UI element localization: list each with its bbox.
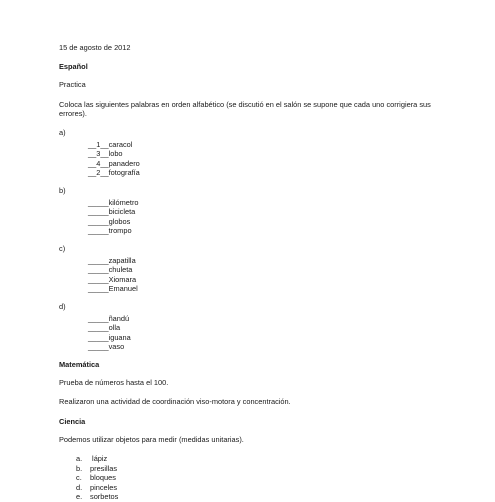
document-body [59,43,439,502]
list-item [88,168,439,177]
list-marker: e. [76,492,83,502]
answer-blank: _____ [88,323,109,333]
list-item [88,140,439,149]
math-line-1: Prueba de números hasta el 100. [59,378,169,388]
list-item-text: bloques [90,473,116,483]
answer-blank: _____ [88,265,109,275]
answer-blank: _____ [88,225,109,235]
list-item-text: presillas [90,463,118,473]
answer-blank: _____ [88,207,109,217]
answer-blank: __2__ [88,167,109,177]
word: panadero [108,158,140,168]
word: iguana [108,332,131,342]
word-list [88,198,439,235]
list-item [88,226,439,235]
word: trompo [108,225,132,235]
answer-blank: __3__ [88,149,109,159]
math-line-2: Realizaron una actividad de coordinación viso-motora y concentración. [59,397,291,407]
document-date: 15 de agosto de 2012 [59,43,131,52]
list-item [88,207,439,216]
list-item-text: sorbetos [90,492,119,502]
word-list [88,256,439,293]
word: ñandú [108,314,130,324]
word: globos [108,216,131,226]
subject-heading-ciencia: Ciencia [59,416,86,426]
section-letter: c) [59,244,66,254]
list-item [88,333,439,342]
word: bicicleta [108,207,136,217]
list-item [88,217,439,226]
list-item [76,483,439,492]
list-item [88,265,439,274]
answer-blank: _____ [88,314,109,324]
list-item [88,198,439,207]
instruction-text: Coloca las siguientes palabras en orden alfabético (se discutió en el salón se supone que cada uno corrigiera sus errores). [59,99,431,118]
list-item [76,464,439,473]
list-item [88,323,439,332]
word: Emanuel [108,283,138,293]
answer-blank: _____ [88,332,109,342]
word: zapatilla [108,256,136,266]
word: caracol [108,140,133,150]
science-line: Podemos utilizar objetos para medir (medidas unitarias). [59,434,244,444]
answer-blank: _____ [88,256,109,266]
section-a [59,128,439,177]
list-marker: b. [76,463,83,473]
section-d [59,302,439,351]
list-item [88,275,439,284]
word-list [88,314,439,351]
word-list [88,140,439,177]
list-item [88,284,439,293]
subject-heading-espanol: Español [59,62,88,72]
practice-label: Practica [59,80,86,90]
list-item-text: lápiz [90,454,108,464]
list-item-text: pinceles [90,482,118,492]
list-marker: a. [76,454,83,464]
answer-blank: _____ [88,341,109,351]
word: kilómetro [108,198,139,208]
word: olla [108,323,121,333]
list-item [88,342,439,351]
section-c [59,244,439,293]
subject-heading-matematica: Matemática [59,360,100,370]
section-letter: b) [59,186,66,196]
list-marker: d. [76,482,83,492]
section-letter: a) [59,128,66,138]
word: vaso [108,341,125,351]
answer-blank: _____ [88,198,109,208]
answer-blank: __1__ [88,140,109,150]
section-letter: d) [59,302,66,312]
list-item [88,159,439,168]
list-item [88,256,439,265]
answer-blank: _____ [88,216,109,226]
answer-blank: _____ [88,274,109,284]
list-marker: c. [76,473,82,483]
list-item [76,454,439,463]
answer-blank: _____ [88,283,109,293]
section-b [59,186,439,235]
word: Xiomara [108,274,137,284]
list-item [76,492,439,501]
word: chuleta [108,265,133,275]
word: fotografía [108,167,140,177]
list-item [76,473,439,482]
list-item [88,314,439,323]
word: lobo [108,149,123,159]
list-item [88,149,439,158]
answer-blank: __4__ [88,158,109,168]
